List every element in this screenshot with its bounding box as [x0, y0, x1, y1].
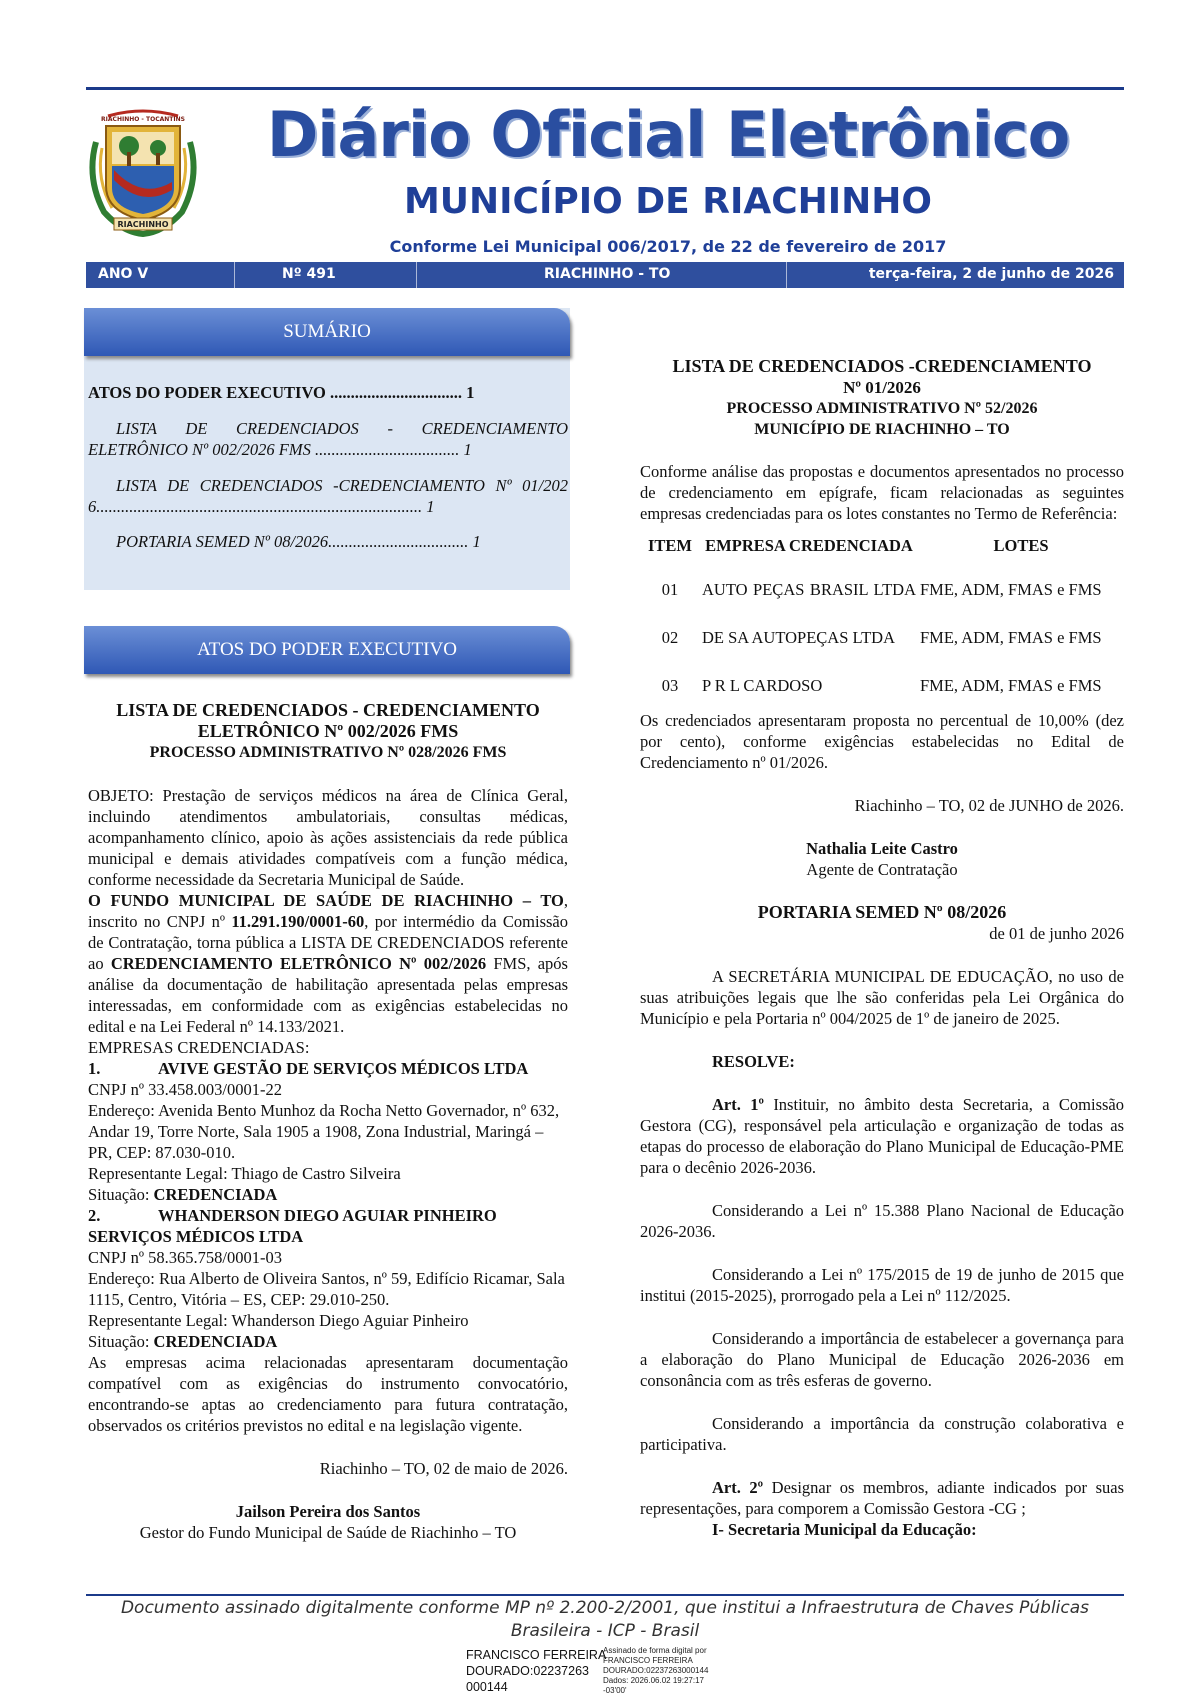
- portaria-consideration: Considerando a Lei nº 175/2015 de 19 de junho de 2015 que institui (2015-2025), prorrogado pela a Lei nº 112/2025.: [640, 1265, 1124, 1305]
- doc1-empresa-2-cnpj: CNPJ nº 58.365.758/0001-03: [88, 1248, 282, 1267]
- doc1-heading: LISTA DE CREDENCIADOS - CREDENCIAMENTO ELETRÔNICO Nº 002/2026 FMS: [116, 700, 540, 741]
- portaria-item-1: I- Secretaria Municipal da Educação:: [712, 1520, 977, 1539]
- digital-signature-details: Assinado de forma digital por FRANCISCO FERREIRA DOURADO:02237263000144 Dados: 2026.06.02 19:27:17 -03'00': [603, 1646, 709, 1695]
- table-row: 01 AUTO PEÇAS BRASIL LTDA FME, ADM, FMAS e FMS: [661, 580, 1102, 599]
- doc2-closing: Os credenciados apresentaram proposta no percentual de 10,00% (dez por cento), conforme exigências estabelecidas no Edital de Credenciamento nº 01/2026.: [640, 711, 1124, 772]
- doc2-number: Nº 01/2026: [843, 378, 921, 397]
- edition-date: terça-feira, 2 de junho de 2026: [868, 266, 1114, 282]
- doc1-signer-name: Jailson Pereira dos Santos: [235, 1502, 421, 1521]
- doc2-municipality: MUNICÍPIO DE RIACHINHO – TO: [754, 421, 1010, 438]
- summary-banner: SUMÁRIO: [84, 308, 570, 356]
- portaria-date: de 01 de junho 2026: [989, 924, 1124, 943]
- doc1-place-date: Riachinho – TO, 02 de maio de 2026.: [319, 1459, 568, 1478]
- summary-box: [84, 308, 570, 590]
- portaria-art2: Art. 2º Designar os membros, adiante indicados por suas representações, para comporem a Comissão Gestora -CG ;: [640, 1478, 1124, 1518]
- doc2-body: [640, 356, 1124, 1540]
- doc1-empresa-2-rep: Representante Legal: Whanderson Diego Aguiar Pinheiro: [88, 1311, 469, 1330]
- digital-signer-name: FRANCISCO FERREIRA DOURADO:02237263 000144: [466, 1648, 607, 1694]
- doc1-objeto: OBJETO: Prestação de serviços médicos na área de Clínica Geral, incluindo atendimentos ambulatoriais, consultas médicas, acompanhamento clínico, apoio às ações assistenciais da rede pública municipal e demais atividades compatíveis com a função médica, conforme necessidade da Secretaria Municipal de Saúde.: [88, 786, 568, 889]
- table-header: EMPRESA CREDENCIADA: [705, 536, 913, 555]
- doc1-empresa-1-name: 1. AVIVE GESTÃO DE SERVIÇOS MÉDICOS LTDA: [88, 1059, 529, 1078]
- portaria-consideration: Considerando a importância da construção colaborativa e participativa.: [640, 1414, 1124, 1454]
- doc2-place-date: Riachinho – TO, 02 de JUNHO de 2026.: [854, 796, 1124, 815]
- doc1-empresa-2-name: 2. WHANDERSON DIEGO AGUIAR PINHEIRO SERVIÇOS MÉDICOS LTDA: [88, 1206, 497, 1246]
- journal-title: Diário Oficial Eletrônico: [266, 98, 1070, 171]
- doc1-signer-role: Gestor do Fundo Municipal de Saúde de Riachinho – TO: [139, 1523, 517, 1542]
- edition-number: Nº 491: [282, 266, 336, 282]
- header-top-rule: [86, 87, 1124, 90]
- doc2-heading: LISTA DE CREDENCIADOS -CREDENCIAMENTO: [672, 356, 1092, 376]
- doc2-intro: Conforme análise das propostas e documentos apresentados no processo de credenciamento em epígrafe, ficam relacionadas as seguintes empresas credenciadas para os lotes constantes no Termo de Referência:: [640, 462, 1124, 523]
- summary-item[interactable]: LISTA DE CREDENCIADOS - CREDENCIAMENTO ELETRÔNICO Nº 002/2026 FMS ................................... 1: [88, 419, 568, 459]
- portaria-title: PORTARIA SEMED Nº 08/2026: [757, 902, 1007, 922]
- footer-rule: [86, 1594, 1124, 1596]
- table-row: 02 DE SA AUTOPEÇAS LTDA FME, ADM, FMAS e FMS: [661, 628, 1102, 647]
- footer-signature-notice: Documento assinado digitalmente conforme MP nº 2.200-2/2001, que institui a Infraestrutura de Chaves Públicas Brasileira - ICP - Brasil: [120, 1598, 1090, 1641]
- doc1-empresa-1-rep: Representante Legal: Thiago de Castro Silveira: [88, 1164, 401, 1183]
- table-header: ITEM: [647, 536, 692, 555]
- portaria-art1: Art. 1º Instituir, no âmbito desta Secretaria, a Comissão Gestora (CG), responsável pela articulação e organização de todas as etapas do processo de elaboração do Plano Municipal de Educação-PME para o decênio 2026-2036.: [640, 1095, 1124, 1177]
- summary-item[interactable]: PORTARIA SEMED Nº 08/2026.................................. 1: [116, 532, 481, 551]
- portaria-consideration: Considerando a Lei nº 15.388 Plano Nacional de Educação 2026-2036.: [640, 1201, 1124, 1241]
- doc2-signer-name: Nathalia Leite Castro: [806, 839, 958, 858]
- doc1-empresa-1-cnpj: CNPJ nº 33.458.003/0001-22: [88, 1080, 282, 1099]
- seal-bottom-text: RIACHINHO: [117, 220, 169, 229]
- portaria-resolve: RESOLVE:: [712, 1052, 795, 1071]
- municipality-title: MUNICÍPIO DE RIACHINHO: [403, 181, 933, 222]
- doc1-empresa-2-address: Endereço: Rua Alberto de Oliveira Santos, nº 59, Edifício Ricamar, Sala 1115, Centro, Vitória – ES, CEP: 29.010-250.: [88, 1269, 565, 1309]
- portaria-consideration: Considerando a importância de estabelecer a governança para a elaboração do Plano Municipal de Educação 2026-2036 em consonância com as três esferas de governo.: [640, 1329, 1124, 1390]
- doc1-empresa-1-status: Situação: CREDENCIADA: [88, 1185, 278, 1204]
- doc1-empresa-2-status: Situação: CREDENCIADA: [88, 1332, 278, 1351]
- doc1-closing: As empresas acima relacionadas apresentaram documentação compatível com as exigências do instrumento convocatório, encontrando-se aptas ao credenciamento para futura contratação, observados os critérios previstos no edital e na legislação vigente.: [88, 1353, 568, 1435]
- doc1-paragraph: O FUNDO MUNICIPAL DE SAÚDE DE RIACHINHO – TO, inscrito no CNPJ nº 11.291.190/0001-60, por intermédio da Comissão de Contratação, torna pública a LISTA DE CREDENCIADOS referente ao CREDENCIAMENTO ELETRÔNICO Nº 002/2026 FMS, após análise da documentação de habilitação apresentada pelas empresas interessadas, em conformidade com as exigências estabelecidas no edital e na Lei Federal nº 14.133/2021.: [88, 891, 568, 1036]
- summary-item[interactable]: LISTA DE CREDENCIADOS -CREDENCIAMENTO Nº 01/2026............................................................................... 1: [88, 476, 568, 516]
- summary-item[interactable]: ATOS DO PODER EXECUTIVO ................................ 1: [88, 383, 475, 402]
- doc1-empresa-1-address: Endereço: Avenida Bento Munhoz da Rocha Netto Governador, nº 632, Andar 19, Torre Norte, Sala 1905 a 1908, Zona Industrial, Maringá – PR, CEP: 87.030-010.: [88, 1101, 560, 1162]
- edition-location: RIACHINHO - TO: [544, 266, 671, 282]
- doc1-body: [88, 700, 568, 1543]
- table-header: LOTES: [993, 536, 1049, 555]
- section-banner-atos: ATOS DO PODER EXECUTIVO: [84, 626, 570, 674]
- doc2-process: PROCESSO ADMINISTRATIVO Nº 52/2026: [726, 400, 1038, 417]
- portaria-preamble: A SECRETÁRIA MUNICIPAL DE EDUCAÇÃO, no uso de suas atribuições legais que lhe são conferidas pela Lei Orgânica do Município e pela Portaria nº 004/2025 de 1º de janeiro de 2025.: [640, 967, 1124, 1028]
- municipal-seal-icon: [82, 108, 204, 238]
- doc1-subheading: PROCESSO ADMINISTRATIVO Nº 028/2026 FMS: [149, 744, 507, 761]
- seal-top-text: RIACHINHO - TOCANTINS: [101, 116, 185, 123]
- doc1-empresas-label: EMPRESAS CREDENCIADAS:: [88, 1038, 310, 1057]
- credentials-table: [640, 526, 1124, 710]
- law-reference: Conforme Lei Municipal 006/2017, de 22 de fevereiro de 2017: [389, 237, 947, 256]
- table-row: 03 P R L CARDOSO FME, ADM, FMAS e FMS: [661, 676, 1102, 695]
- doc2-signer-role: Agente de Contratação: [806, 860, 958, 879]
- edition-year: ANO V: [98, 266, 149, 282]
- edition-bar: [86, 262, 1124, 288]
